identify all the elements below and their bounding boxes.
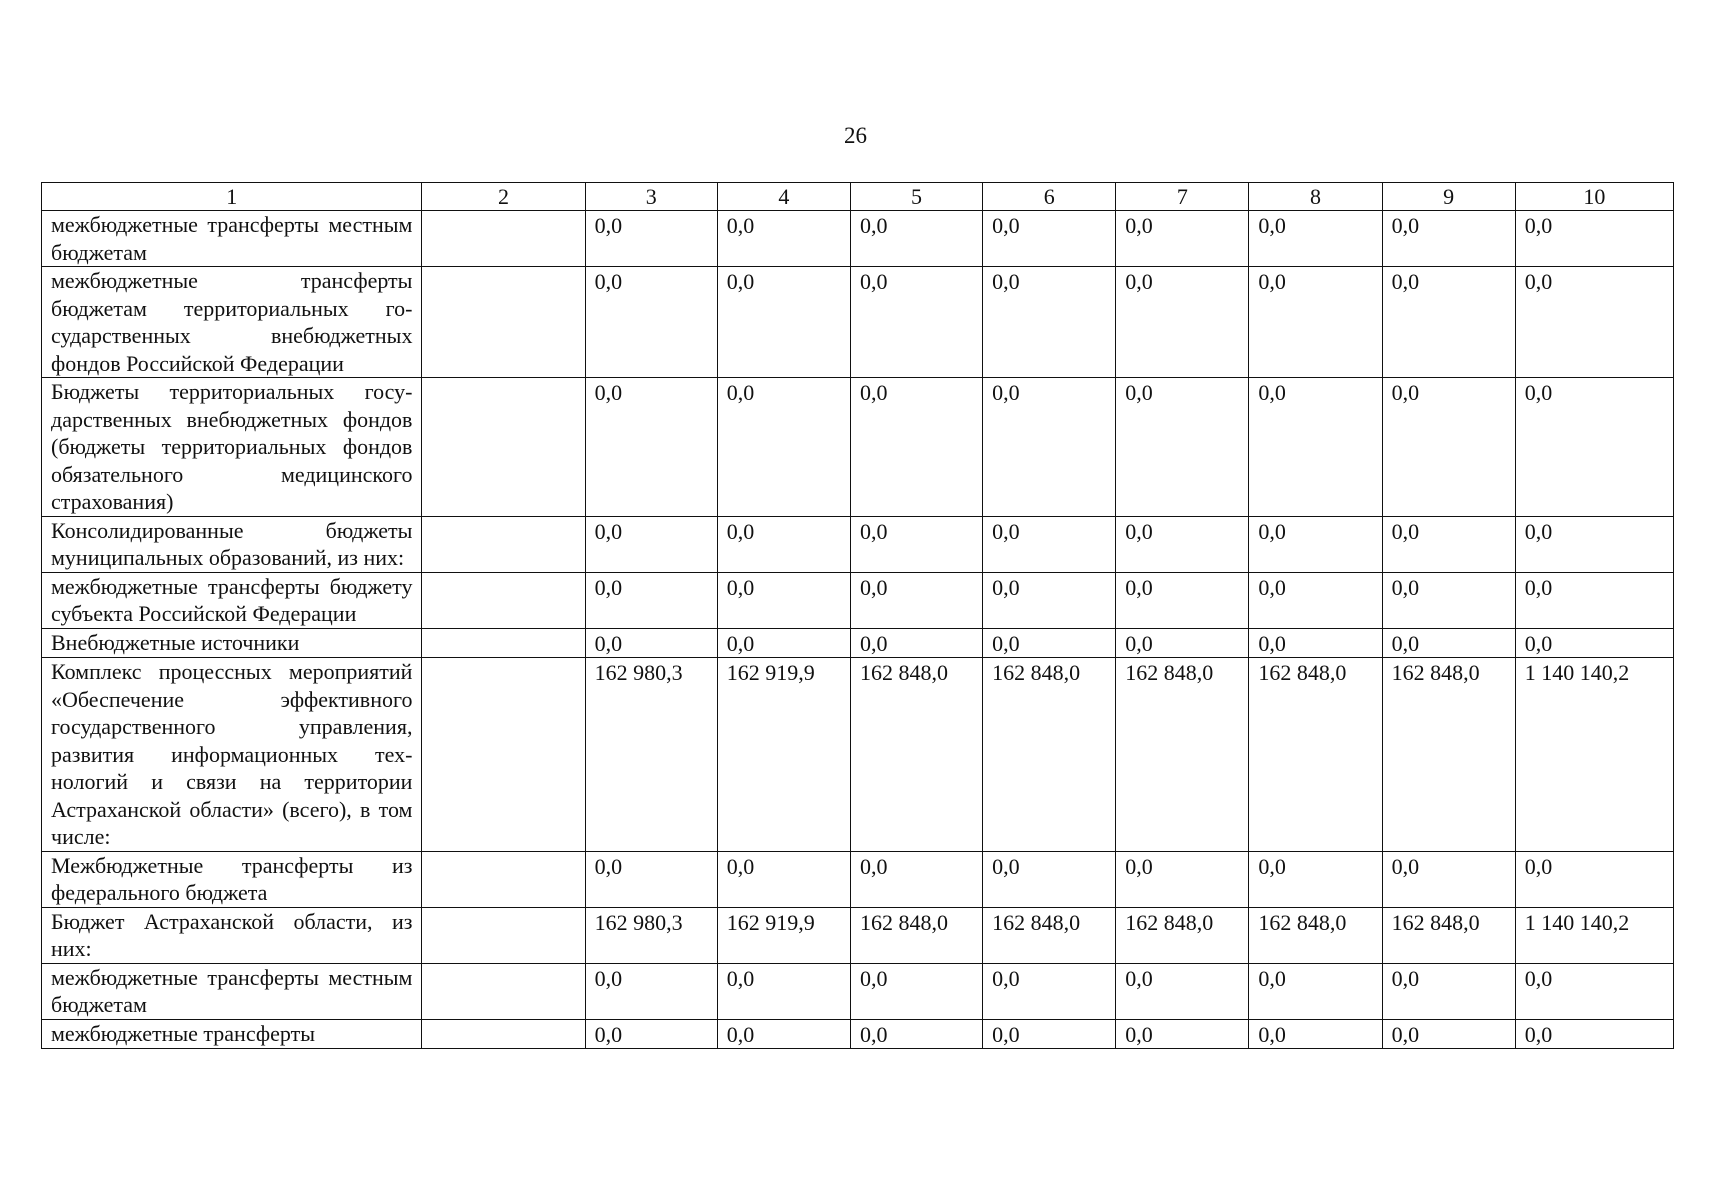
value-cell: 162 919,9 xyxy=(717,658,850,852)
value-cell: 0,0 xyxy=(1382,211,1515,267)
value-cell: 0,0 xyxy=(1515,1019,1673,1049)
value-cell: 0,0 xyxy=(585,1019,717,1049)
value-cell: 162 919,9 xyxy=(717,907,850,963)
value-cell: 0,0 xyxy=(717,851,850,907)
value-cell: 0,0 xyxy=(1515,628,1673,658)
value-cell: 0,0 xyxy=(850,267,982,378)
row-code-cell xyxy=(422,658,585,852)
value-cell: 1 140 140,2 xyxy=(1515,907,1673,963)
value-cell: 0,0 xyxy=(585,378,717,517)
value-cell: 0,0 xyxy=(717,516,850,572)
row-code-cell xyxy=(422,1019,585,1049)
column-header: 2 xyxy=(422,183,585,211)
value-cell: 0,0 xyxy=(1515,211,1673,267)
table-row xyxy=(42,851,1674,907)
value-cell: 0,0 xyxy=(983,628,1116,658)
value-cell: 162 848,0 xyxy=(983,907,1116,963)
table-row xyxy=(42,378,1674,517)
row-code-cell xyxy=(422,572,585,628)
value-cell: 0,0 xyxy=(585,572,717,628)
value-cell: 0,0 xyxy=(585,963,717,1019)
value-cell: 0,0 xyxy=(717,378,850,517)
row-label: Межбюджетные трансферты из федерального бюджета xyxy=(42,851,422,907)
value-cell: 0,0 xyxy=(585,851,717,907)
value-cell: 0,0 xyxy=(1382,572,1515,628)
row-label: Комплекс процессных мероприятий «Обеспечение эффективного государственного управления, развития информационных технологий и связи на территории Астраханской области» (всего), в том числе: xyxy=(42,658,422,852)
row-code-cell xyxy=(422,516,585,572)
value-cell: 0,0 xyxy=(983,516,1116,572)
value-cell: 0,0 xyxy=(717,628,850,658)
value-cell: 0,0 xyxy=(717,1019,850,1049)
value-cell: 162 848,0 xyxy=(850,907,982,963)
header-row xyxy=(42,183,1674,211)
value-cell: 0,0 xyxy=(1249,628,1382,658)
row-label: межбюджетные трансферты местным бюджетам xyxy=(42,963,422,1019)
table-row xyxy=(42,267,1674,378)
table-row xyxy=(42,516,1674,572)
column-header: 4 xyxy=(717,183,850,211)
value-cell: 0,0 xyxy=(1515,267,1673,378)
value-cell: 0,0 xyxy=(850,572,982,628)
value-cell: 0,0 xyxy=(1249,211,1382,267)
value-cell: 0,0 xyxy=(585,211,717,267)
value-cell: 0,0 xyxy=(850,963,982,1019)
value-cell: 0,0 xyxy=(850,628,982,658)
value-cell: 0,0 xyxy=(1382,516,1515,572)
value-cell: 162 980,3 xyxy=(585,907,717,963)
row-label: межбюджетные трансферты бюджетам территориальных государственных внебюджетных фондов Российской Федерации xyxy=(42,267,422,378)
value-cell: 0,0 xyxy=(850,516,982,572)
value-cell: 0,0 xyxy=(983,267,1116,378)
value-cell: 162 848,0 xyxy=(1249,907,1382,963)
value-cell: 162 980,3 xyxy=(585,658,717,852)
value-cell: 0,0 xyxy=(1116,1019,1249,1049)
value-cell: 0,0 xyxy=(1382,963,1515,1019)
row-code-cell xyxy=(422,628,585,658)
table-row xyxy=(42,628,1674,658)
column-header: 9 xyxy=(1382,183,1515,211)
row-label: межбюджетные трансферты бюджету субъекта Российской Федерации xyxy=(42,572,422,628)
column-header: 8 xyxy=(1249,183,1382,211)
row-code-cell xyxy=(422,267,585,378)
table-body xyxy=(42,211,1674,1049)
table-row xyxy=(42,963,1674,1019)
value-cell: 0,0 xyxy=(850,1019,982,1049)
value-cell: 1 140 140,2 xyxy=(1515,658,1673,852)
value-cell: 0,0 xyxy=(1249,516,1382,572)
row-label: Бюджет Астраханской области, из них: xyxy=(42,907,422,963)
value-cell: 0,0 xyxy=(1249,963,1382,1019)
column-header: 10 xyxy=(1515,183,1673,211)
page-number: 26 xyxy=(844,123,867,148)
value-cell: 162 848,0 xyxy=(1382,658,1515,852)
row-code-cell xyxy=(422,378,585,517)
value-cell: 0,0 xyxy=(1515,516,1673,572)
row-code-cell xyxy=(422,211,585,267)
value-cell: 0,0 xyxy=(983,1019,1116,1049)
value-cell: 162 848,0 xyxy=(1249,658,1382,852)
table-row xyxy=(42,572,1674,628)
value-cell: 0,0 xyxy=(850,211,982,267)
value-cell: 0,0 xyxy=(1116,572,1249,628)
table-row xyxy=(42,211,1674,267)
value-cell: 0,0 xyxy=(983,851,1116,907)
value-cell: 0,0 xyxy=(717,572,850,628)
value-cell: 0,0 xyxy=(983,211,1116,267)
value-cell: 0,0 xyxy=(983,378,1116,517)
value-cell: 162 848,0 xyxy=(850,658,982,852)
row-label: Бюджеты территориальных государственных внебюджетных фондов (бюджеты территориальных фондов обязательного медицинского страхования) xyxy=(42,378,422,517)
row-label: межбюджетные трансферты xyxy=(42,1019,422,1049)
value-cell: 0,0 xyxy=(1515,572,1673,628)
value-cell: 0,0 xyxy=(1116,851,1249,907)
table-row xyxy=(42,907,1674,963)
column-header: 3 xyxy=(585,183,717,211)
value-cell: 0,0 xyxy=(585,267,717,378)
value-cell: 0,0 xyxy=(1116,516,1249,572)
column-header: 1 xyxy=(42,183,422,211)
value-cell: 0,0 xyxy=(1249,572,1382,628)
value-cell: 0,0 xyxy=(983,963,1116,1019)
value-cell: 0,0 xyxy=(1382,1019,1515,1049)
value-cell: 162 848,0 xyxy=(1116,907,1249,963)
budget-table xyxy=(41,182,1674,1049)
value-cell: 0,0 xyxy=(1116,963,1249,1019)
value-cell: 0,0 xyxy=(1515,378,1673,517)
value-cell: 0,0 xyxy=(1249,851,1382,907)
column-header: 7 xyxy=(1116,183,1249,211)
value-cell: 0,0 xyxy=(850,378,982,517)
table-row xyxy=(42,658,1674,852)
row-code-cell xyxy=(422,851,585,907)
value-cell: 0,0 xyxy=(1249,1019,1382,1049)
value-cell: 0,0 xyxy=(1382,378,1515,517)
row-code-cell xyxy=(422,907,585,963)
column-header: 5 xyxy=(850,183,982,211)
row-label: Внебюджетные источники xyxy=(42,628,422,658)
value-cell: 0,0 xyxy=(983,572,1116,628)
table-row xyxy=(42,1019,1674,1049)
value-cell: 0,0 xyxy=(1116,267,1249,378)
value-cell: 0,0 xyxy=(717,267,850,378)
value-cell: 0,0 xyxy=(1382,851,1515,907)
row-label: Консолидированные бюджеты муниципальных образований, из них: xyxy=(42,516,422,572)
value-cell: 0,0 xyxy=(585,516,717,572)
row-label: межбюджетные трансферты местным бюджетам xyxy=(42,211,422,267)
value-cell: 0,0 xyxy=(1515,963,1673,1019)
value-cell: 0,0 xyxy=(1116,378,1249,517)
value-cell: 0,0 xyxy=(585,628,717,658)
row-code-cell xyxy=(422,963,585,1019)
column-header: 6 xyxy=(983,183,1116,211)
value-cell: 0,0 xyxy=(1249,267,1382,378)
value-cell: 0,0 xyxy=(1382,628,1515,658)
value-cell: 162 848,0 xyxy=(983,658,1116,852)
value-cell: 0,0 xyxy=(1116,628,1249,658)
value-cell: 162 848,0 xyxy=(1382,907,1515,963)
value-cell: 0,0 xyxy=(1515,851,1673,907)
value-cell: 0,0 xyxy=(1249,378,1382,517)
value-cell: 0,0 xyxy=(717,211,850,267)
value-cell: 0,0 xyxy=(1382,267,1515,378)
value-cell: 0,0 xyxy=(1116,211,1249,267)
value-cell: 0,0 xyxy=(850,851,982,907)
value-cell: 0,0 xyxy=(717,963,850,1019)
value-cell: 162 848,0 xyxy=(1116,658,1249,852)
